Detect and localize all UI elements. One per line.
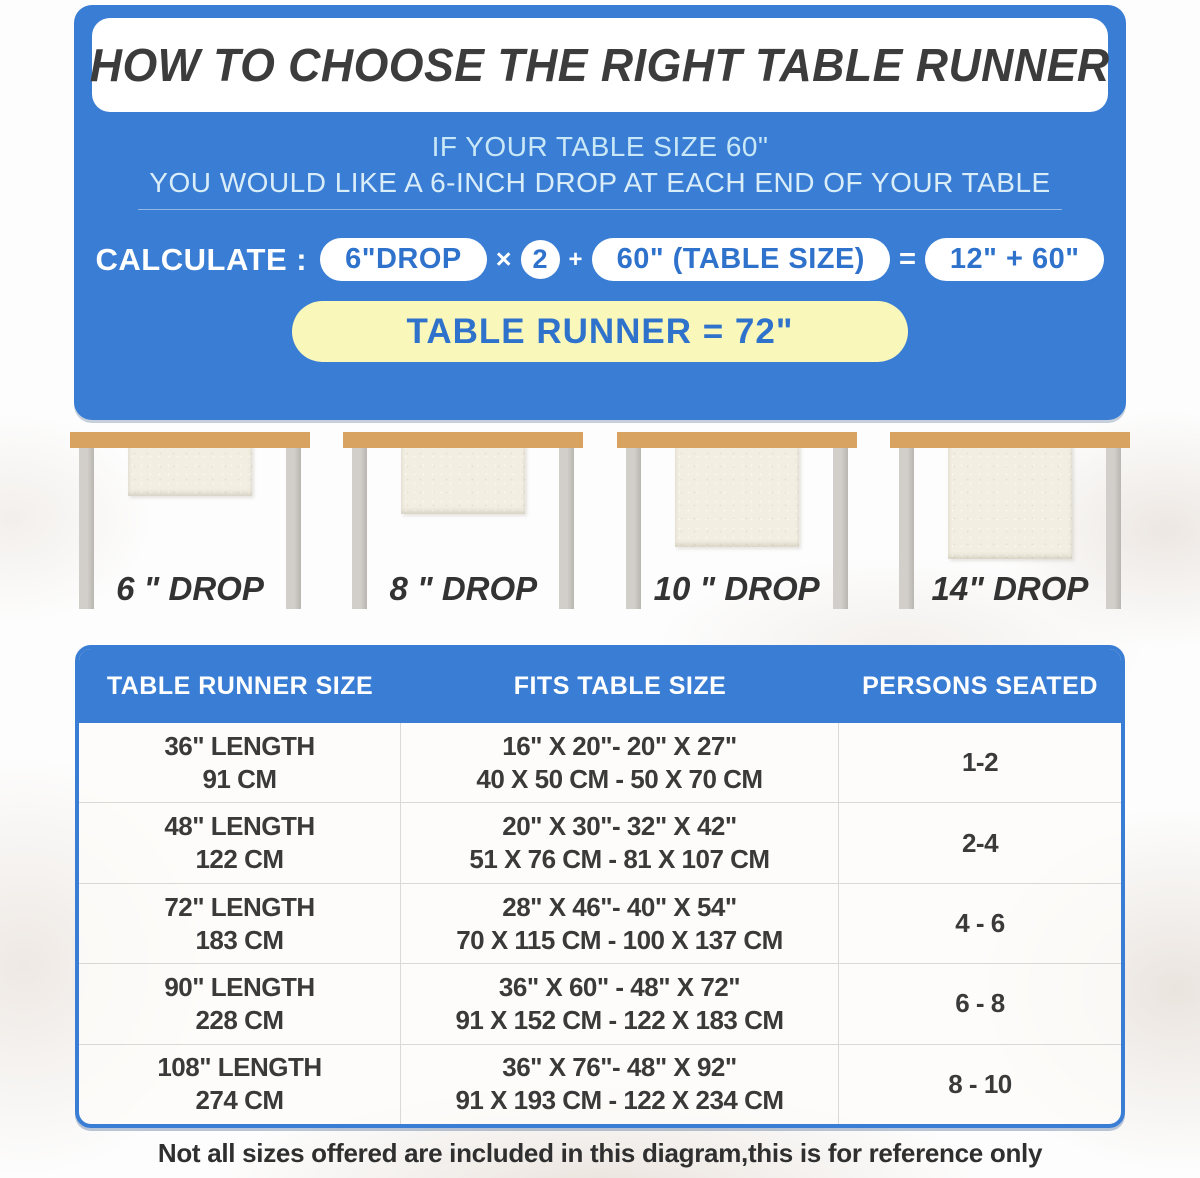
tabletop-illustration xyxy=(343,432,583,448)
table-row xyxy=(79,723,1121,802)
table-row xyxy=(79,802,1121,882)
runner-size-cell xyxy=(79,884,401,963)
calculation-row xyxy=(74,238,1126,281)
runner-size-inches: 48" LENGTH xyxy=(164,811,315,842)
drop-examples-row xyxy=(70,432,1130,612)
table-runner-result-pill: TABLE RUNNER = 72" xyxy=(292,301,908,362)
fits-table-size-cell xyxy=(401,884,839,963)
fits-size-inches: 28" X 46"- 40" X 54" xyxy=(502,891,737,922)
divider-line xyxy=(138,209,1062,210)
runner-size-cm: 122 CM xyxy=(195,844,284,875)
page-title: HOW TO CHOOSE THE RIGHT TABLE RUNNER xyxy=(90,39,1110,91)
plus-sign: + xyxy=(568,245,583,273)
size-table-header xyxy=(79,649,1121,723)
fits-size-cm: 70 X 115 CM - 100 X 137 CM xyxy=(456,924,783,955)
size-table-panel xyxy=(75,645,1125,1128)
fits-size-cm: 91 X 152 CM - 122 X 183 CM xyxy=(455,1004,784,1035)
condition-line-1: IF YOUR TABLE SIZE 60" xyxy=(431,131,769,162)
fits-table-size-cell xyxy=(401,723,839,802)
runner-size-cell xyxy=(79,1045,401,1124)
runner-size-cm: 228 CM xyxy=(195,1004,284,1035)
tabletop-illustration xyxy=(890,432,1130,448)
persons-seated-cell: 1-2 xyxy=(961,747,999,778)
sum-pill: 12" + 60" xyxy=(925,238,1105,281)
table-row xyxy=(79,883,1121,963)
persons-seated-cell: 6 - 8 xyxy=(955,988,1005,1019)
persons-seated-cell: 2-4 xyxy=(961,827,999,858)
runner-size-inches: 36" LENGTH xyxy=(164,730,315,761)
table-row xyxy=(79,1044,1121,1124)
persons-seated-cell: 4 - 6 xyxy=(955,908,1005,938)
fits-size-cm: 40 X 50 CM - 50 X 70 CM xyxy=(476,763,763,794)
equals-sign: = xyxy=(898,243,916,275)
table-runner-illustration xyxy=(948,434,1072,559)
calculate-label: CALCULATE : xyxy=(95,241,308,277)
table-figure-14-drop xyxy=(890,432,1130,612)
fits-table-size-cell xyxy=(401,803,839,882)
table-figure-10-drop xyxy=(617,432,857,612)
runner-size-inches: 90" LENGTH xyxy=(164,971,315,1002)
column-header-persons-seated: PERSONS SEATED xyxy=(862,671,1098,700)
runner-size-cm: 91 CM xyxy=(202,763,277,794)
runner-size-cell xyxy=(79,723,401,802)
title-box xyxy=(92,18,1108,112)
table-runner-illustration xyxy=(675,434,799,547)
runner-size-inches: 108" LENGTH xyxy=(157,1052,322,1083)
fits-size-inches: 20" X 30"- 32" X 42" xyxy=(502,811,737,842)
table-size-pill: 60" (TABLE SIZE) xyxy=(592,238,890,281)
column-header-fits-table-size: FITS TABLE SIZE xyxy=(513,671,727,700)
drop-label: 10 " DROP xyxy=(653,570,820,607)
runner-size-cell xyxy=(79,803,401,882)
runner-size-cm: 183 CM xyxy=(195,924,284,955)
column-header-runner-size: TABLE RUNNER SIZE xyxy=(106,671,374,700)
drop-value-pill: 6"DROP xyxy=(320,238,487,281)
runner-size-cell xyxy=(79,964,401,1043)
drop-label: 8 " DROP xyxy=(389,570,538,607)
drop-label: 6 " DROP xyxy=(116,570,264,607)
persons-seated-cell: 8 - 10 xyxy=(948,1068,1012,1099)
fits-table-size-cell xyxy=(401,964,839,1043)
size-table-body xyxy=(79,723,1121,1124)
table-figure-6-drop xyxy=(70,432,310,612)
drop-label: 14" DROP xyxy=(931,570,1089,607)
fits-table-size-cell xyxy=(401,1045,839,1124)
runner-size-inches: 72" LENGTH xyxy=(164,891,315,922)
fits-size-inches: 36" X 76"- 48" X 92" xyxy=(502,1052,737,1083)
condition-line-2: YOU WOULD LIKE A 6-INCH DROP AT EACH END OF YOUR TABLE xyxy=(149,167,1051,198)
multiply-sign: × xyxy=(495,244,512,274)
fits-size-inches: 16" X 20"- 20" X 27" xyxy=(502,730,737,761)
fits-size-cm: 91 X 193 CM - 122 X 234 CM xyxy=(455,1085,784,1116)
runner-size-cm: 274 CM xyxy=(195,1085,284,1116)
table-row xyxy=(79,963,1121,1043)
tabletop-illustration xyxy=(617,432,857,448)
multiplier-badge: 2 xyxy=(521,240,560,279)
disclaimer-note: Not all sizes offered are included in this diagram,this is for reference only xyxy=(157,1138,1043,1168)
fits-size-cm: 51 X 76 CM - 81 X 107 CM xyxy=(469,844,770,875)
tabletop-illustration xyxy=(70,432,310,448)
fits-size-inches: 36" X 60" - 48" X 72" xyxy=(498,971,741,1002)
instructions-panel xyxy=(74,5,1126,420)
table-figure-8-drop xyxy=(343,432,583,612)
